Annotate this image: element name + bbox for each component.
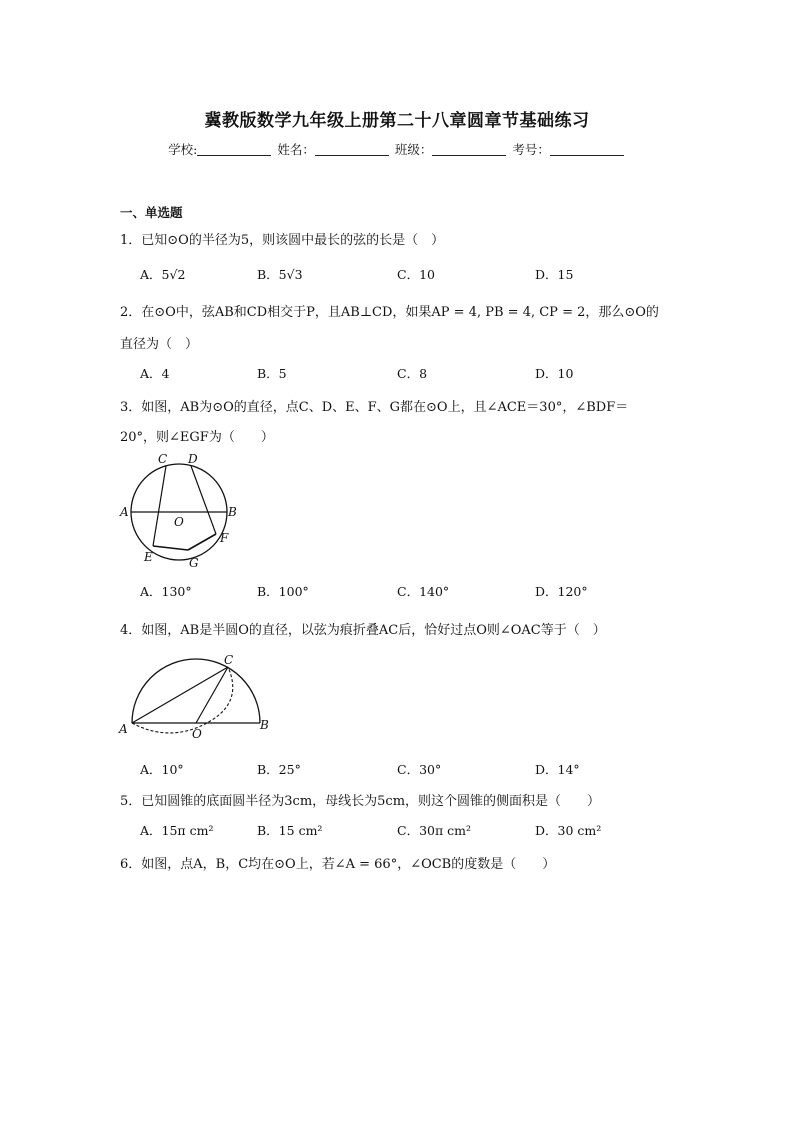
q5-option-a[interactable]: A．15π cm² xyxy=(140,823,214,838)
q3-option-d[interactable]: D．120° xyxy=(535,584,588,599)
question-3-text-line1: 3．如图，AB为⊙O的直径，点C、D、E、F、G都在⊙O上，且∠ACE＝30°，∠BDF＝ xyxy=(120,400,629,415)
q5-option-b[interactable]: B．15 cm² xyxy=(257,823,323,838)
section-title: 一、单选题 xyxy=(120,205,183,220)
student-info-line xyxy=(0,140,794,158)
question-1-text: 1．已知⊙O的半径为5，则该圆中最长的弦的长是（ ） xyxy=(120,233,445,248)
label-f: F xyxy=(220,531,229,545)
q5-option-c[interactable]: C．30π cm² xyxy=(397,823,472,838)
q2-option-c[interactable]: C．8 xyxy=(397,366,428,381)
circle-figure-q3 xyxy=(118,450,240,575)
q3-option-a[interactable]: A．130° xyxy=(140,584,192,599)
label-c: C xyxy=(158,452,168,466)
label-a: A xyxy=(120,505,129,519)
question-6-text: 6．如图，点A，B，C均在⊙O上，若∠A = 66°，∠OCB的度数是（ ） xyxy=(120,857,556,872)
q4-option-a[interactable]: A．10° xyxy=(140,762,184,777)
question-2-text-line2: 直径为（ ） xyxy=(120,337,199,352)
q4-option-d[interactable]: D．14° xyxy=(535,762,580,777)
label-a: A xyxy=(119,722,128,736)
q2-option-d[interactable]: D．10 xyxy=(535,366,574,381)
school-field[interactable] xyxy=(197,143,271,156)
label-e: E xyxy=(144,550,153,564)
school-label: 学校: xyxy=(168,142,198,157)
question-5-text: 5．已知圆锥的底面圆半径为3cm，母线长为5cm，则这个圆锥的侧面积是（ ） xyxy=(120,794,601,809)
label-d: D xyxy=(188,452,198,466)
label-b: B xyxy=(260,718,269,732)
name-label: 姓名： xyxy=(277,142,315,157)
q1-option-c[interactable]: C．10 xyxy=(397,267,435,282)
q5-option-d[interactable]: D．30 cm² xyxy=(535,823,602,838)
label-g: G xyxy=(189,556,199,570)
q1-option-d[interactable]: D．15 xyxy=(535,267,574,282)
exam-no-label: 考号： xyxy=(512,142,550,157)
label-o: O xyxy=(174,515,184,529)
q3-option-b[interactable]: B．100° xyxy=(257,584,309,599)
question-4-text: 4．如图，AB是半圆O的直径，以弦为痕折叠AC后，恰好过点O则∠OAC等于（ ） xyxy=(120,623,606,638)
q1-option-b[interactable]: B．5√3 xyxy=(257,267,303,282)
question-2-text-line1: 2．在⊙O中，弦AB和CD相交于P，且AB⊥CD，如果AP = 4, PB = 4, CP = 2，那么⊙O的 xyxy=(120,305,659,320)
q2-option-a[interactable]: A．4 xyxy=(140,366,170,381)
class-label: 班级： xyxy=(394,142,433,157)
exam-no-field[interactable] xyxy=(550,143,624,156)
page-title: 冀教版数学九年级上册第二十八章圆章节基础练习 xyxy=(204,111,590,131)
question-3-text-line2: 20°，则∠EGF为（ ） xyxy=(120,430,274,445)
q4-option-c[interactable]: C．30° xyxy=(397,762,442,777)
q4-option-b[interactable]: B．25° xyxy=(257,762,301,777)
name-field[interactable] xyxy=(315,143,389,156)
q3-option-c[interactable]: C．140° xyxy=(397,584,450,599)
label-c: C xyxy=(224,653,234,667)
q2-option-b[interactable]: B．5 xyxy=(257,366,287,381)
label-o: O xyxy=(192,727,202,741)
class-field[interactable] xyxy=(432,143,506,156)
semicircle-figure-q4 xyxy=(116,648,276,746)
q1-option-a[interactable]: A．5√2 xyxy=(140,267,186,282)
label-b: B xyxy=(228,505,237,519)
